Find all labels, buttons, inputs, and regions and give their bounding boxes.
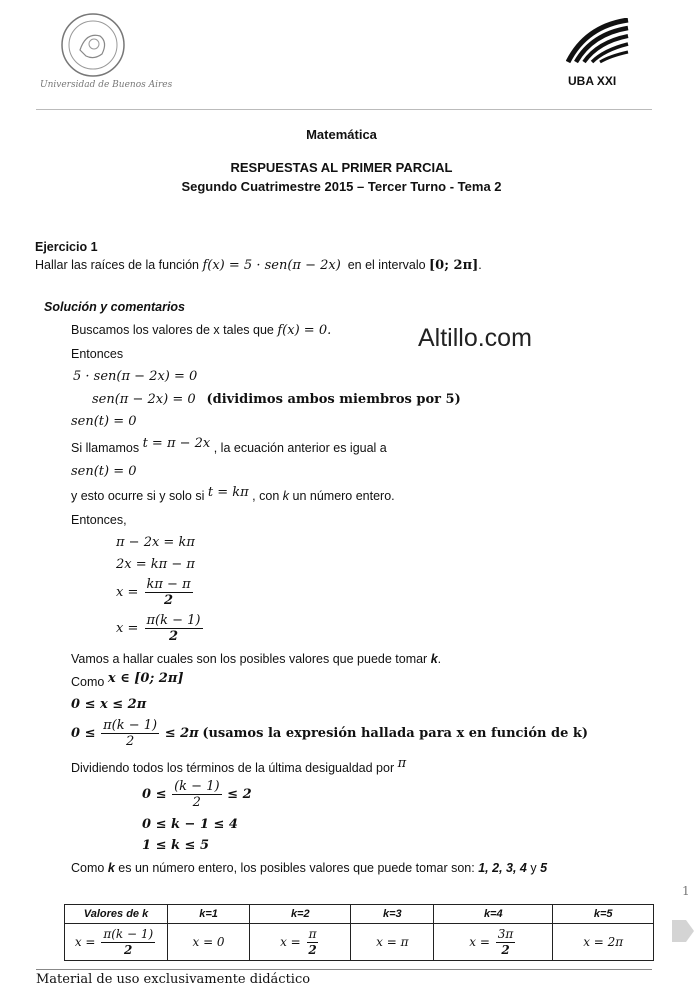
eq10-numerator: π(k − 1): [103, 718, 158, 733]
eq11-numerator: (k − 1): [174, 779, 220, 794]
table-header: k=1: [168, 905, 250, 924]
solution-line-8: [71, 756, 407, 776]
equation-6: 2x = kπ − π: [116, 557, 195, 572]
line3-post: , la ecuación anterior es igual a: [213, 441, 387, 455]
table-header: k=5: [553, 905, 654, 924]
equation-11: [142, 779, 252, 810]
table-cell-k5: x = 2π: [553, 924, 654, 961]
line3-text: Si llamamos: [71, 441, 140, 455]
line6-post: .: [437, 652, 442, 666]
solution-line-5: Entonces,: [71, 513, 127, 527]
line4-math: t = kπ: [207, 485, 249, 500]
function-expression: f(x) = 5 · sen(π − 2x): [202, 258, 341, 273]
uba-xxi-logo: [566, 18, 630, 64]
line3-math: t = π − 2x: [142, 436, 211, 451]
equation-5: π − 2x = kπ: [116, 535, 195, 550]
eq11-denominator: 2: [192, 795, 201, 810]
line9-last: 5: [540, 861, 548, 875]
formula-denominator: 2: [124, 942, 133, 957]
line7-text: Como: [71, 675, 105, 689]
university-seal: [60, 12, 126, 78]
line8-math: π: [397, 756, 407, 771]
watermark: Altillo.com: [418, 324, 532, 352]
line4-k: k: [282, 489, 290, 503]
solution-line-1: [71, 323, 331, 338]
table-header: k=2: [250, 905, 351, 924]
k4-numerator: 3π: [497, 926, 514, 941]
table-header-row: [65, 905, 654, 924]
formula-numerator: π(k − 1): [103, 926, 154, 941]
line9-y: y: [530, 861, 537, 875]
eq11-pre: 0 ≤: [142, 786, 167, 802]
line9-text: Como: [71, 861, 105, 875]
eq2-math: sen(π − 2x) = 0: [92, 392, 196, 407]
table-header: Valores de k: [65, 905, 168, 924]
equation-9: 0 ≤ x ≤ 2π: [71, 697, 147, 712]
line7-math: x ∈ [0; 2π]: [107, 671, 184, 686]
exam-subheading: Segundo Cuatrimestre 2015 – Tercer Turno - Tema 2: [181, 179, 502, 194]
line4-post: un número entero.: [292, 489, 395, 503]
equation-10: [71, 718, 588, 749]
statement-mid: en el intervalo: [347, 258, 426, 272]
table-cell-k2: [250, 924, 351, 961]
solution-line-2: Entonces: [71, 347, 124, 361]
k2-lhs: x =: [280, 934, 301, 949]
equation-1: 5 · sen(π − 2x) = 0: [73, 369, 198, 384]
equation-3: sen(t) = 0: [71, 414, 137, 429]
eq7-numerator: kπ − π: [146, 577, 191, 592]
line9-k: k: [107, 861, 115, 875]
line4-text: y esto ocurre si y solo si: [71, 489, 205, 503]
next-page-arrow-icon[interactable]: [670, 916, 696, 946]
eq7-lhs: x =: [116, 585, 139, 600]
equation-4: sen(t) = 0: [71, 464, 137, 479]
line6-k: k: [430, 652, 438, 666]
solution-line-9: [71, 861, 547, 875]
line6-text: Vamos a hallar cuales son los posibles valores que puede tomar: [71, 652, 428, 666]
equation-13: 1 ≤ k ≤ 5: [142, 838, 209, 853]
table-row: [65, 924, 654, 961]
table-cell-formula: [65, 924, 168, 961]
eq11-post: ≤ 2: [227, 786, 252, 802]
university-logo-caption: Universidad de Buenos Aires: [40, 80, 173, 90]
formula-lhs: x =: [74, 934, 96, 949]
line9-values: 1, 2, 3, 4: [478, 861, 527, 875]
equation-2: [92, 391, 461, 407]
k2-denominator: 2: [308, 942, 317, 957]
equation-8: [116, 613, 205, 644]
k4-lhs: x =: [469, 934, 490, 949]
line1-text: Buscamos los valores de x tales que: [71, 323, 274, 337]
equation-7: [116, 577, 195, 608]
equation-12: 0 ≤ k − 1 ≤ 4: [142, 817, 238, 832]
eq8-denominator: 2: [168, 629, 179, 644]
interval: [0; 2π]: [429, 258, 479, 273]
exam-heading: RESPUESTAS AL PRIMER PARCIAL: [230, 160, 453, 175]
subject-title: Matemática: [306, 127, 377, 142]
k2-numerator: π: [308, 926, 317, 941]
page-number: 1: [682, 884, 690, 898]
eq7-denominator: 2: [164, 593, 174, 608]
eq2-note: (dividimos ambos miembros por 5): [206, 392, 461, 407]
table-cell-k4: [434, 924, 553, 961]
eq8-lhs: x =: [116, 621, 139, 636]
values-table: [64, 904, 654, 961]
solution-line-4: [71, 485, 395, 504]
table-header: k=3: [351, 905, 434, 924]
table-cell-k3: x = π: [351, 924, 434, 961]
eq10-denominator: 2: [125, 734, 135, 749]
footer-divider: [36, 969, 652, 970]
eq10-pre: 0 ≤: [71, 725, 96, 741]
exercise-label: Ejercicio 1: [35, 240, 98, 254]
k4-denominator: 2: [501, 942, 510, 957]
uba-xxi-label: UBA XXI: [568, 74, 617, 88]
table-cell-k1: x = 0: [168, 924, 250, 961]
header-divider: [36, 109, 652, 110]
eq10-post: ≤ 2π: [164, 725, 199, 741]
footer-text: Material de uso exclusivamente didáctico: [36, 972, 311, 987]
line1-math: f(x) = 0.: [277, 323, 332, 338]
line9-mid: es un número entero, los posibles valores que puede tomar son:: [118, 861, 475, 875]
solution-line-3: [71, 436, 387, 456]
line8-text: Dividiendo todos los términos de la última desigualdad por: [71, 761, 395, 775]
solution-line-6: [71, 652, 441, 666]
exercise-statement: [35, 258, 482, 273]
line4-mid: , con: [252, 489, 280, 503]
solution-heading: Solución y comentarios: [44, 300, 186, 314]
eq8-numerator: π(k − 1): [146, 613, 201, 628]
statement-end: .: [478, 258, 482, 272]
statement-pre: Hallar las raíces de la función: [35, 258, 199, 272]
table-header: k=4: [434, 905, 553, 924]
solution-line-7: [71, 671, 184, 690]
eq10-note: (usamos la expresión hallada para x en función de k): [202, 725, 589, 741]
